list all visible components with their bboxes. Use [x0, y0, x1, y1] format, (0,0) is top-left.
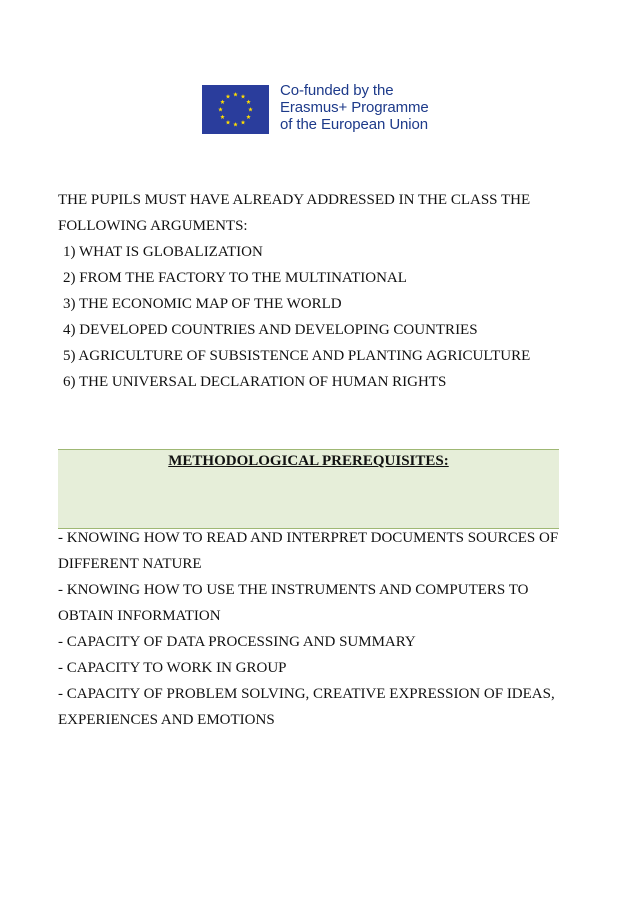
topic-item: 2) FROM THE FACTORY TO THE MULTINATIONAL	[63, 270, 407, 286]
topic-item: 6) THE UNIVERSAL DECLARATION OF HUMAN RIGHTS	[63, 374, 447, 390]
topic-list	[58, 239, 578, 395]
prerequisite-line: - CAPACITY OF DATA PROCESSING AND SUMMARY	[58, 634, 416, 650]
prerequisite-line: - CAPACITY TO WORK IN GROUP	[58, 660, 287, 676]
topic-item: 3) THE ECONOMIC MAP OF THE WORLD	[63, 296, 342, 312]
intro-line-2: FOLLOWING ARGUMENTS:	[58, 218, 248, 234]
prerequisite-line: - KNOWING HOW TO READ AND INTERPRET DOCUMENTS SOURCES OF	[58, 530, 559, 546]
methodology-header-box	[58, 449, 559, 529]
intro-section	[58, 187, 578, 395]
logo-line-3: of the European Union	[280, 116, 429, 133]
logo-line-2: Erasmus+ Programme	[280, 99, 429, 116]
topic-item: 5) AGRICULTURE OF SUBSISTENCE AND PLANTING AGRICULTURE	[63, 348, 531, 364]
logo-line-1: Co-funded by the	[280, 82, 394, 99]
prerequisite-line: - CAPACITY OF PROBLEM SOLVING, CREATIVE EXPRESSION OF IDEAS,	[58, 686, 555, 702]
prerequisites-list	[58, 525, 578, 733]
topic-item: 1) WHAT IS GLOBALIZATION	[63, 244, 263, 260]
intro-line-1: THE PUPILS MUST HAVE ALREADY ADDRESSED IN THE CLASS THE	[58, 192, 531, 208]
prerequisite-line: OBTAIN INFORMATION	[58, 608, 221, 624]
erasmus-logo	[202, 82, 438, 140]
prerequisite-line: EXPERIENCES AND EMOTIONS	[58, 712, 275, 728]
eu-flag-icon	[202, 85, 269, 134]
logo-text	[280, 82, 450, 133]
topic-item: 4) DEVELOPED COUNTRIES AND DEVELOPING COUNTRIES	[63, 322, 478, 338]
methodology-title: METHODOLOGICAL PREREQUISITES:	[168, 453, 449, 469]
prerequisite-line: DIFFERENT NATURE	[58, 556, 202, 572]
prerequisite-line: - KNOWING HOW TO USE THE INSTRUMENTS AND COMPUTERS TO	[58, 582, 529, 598]
